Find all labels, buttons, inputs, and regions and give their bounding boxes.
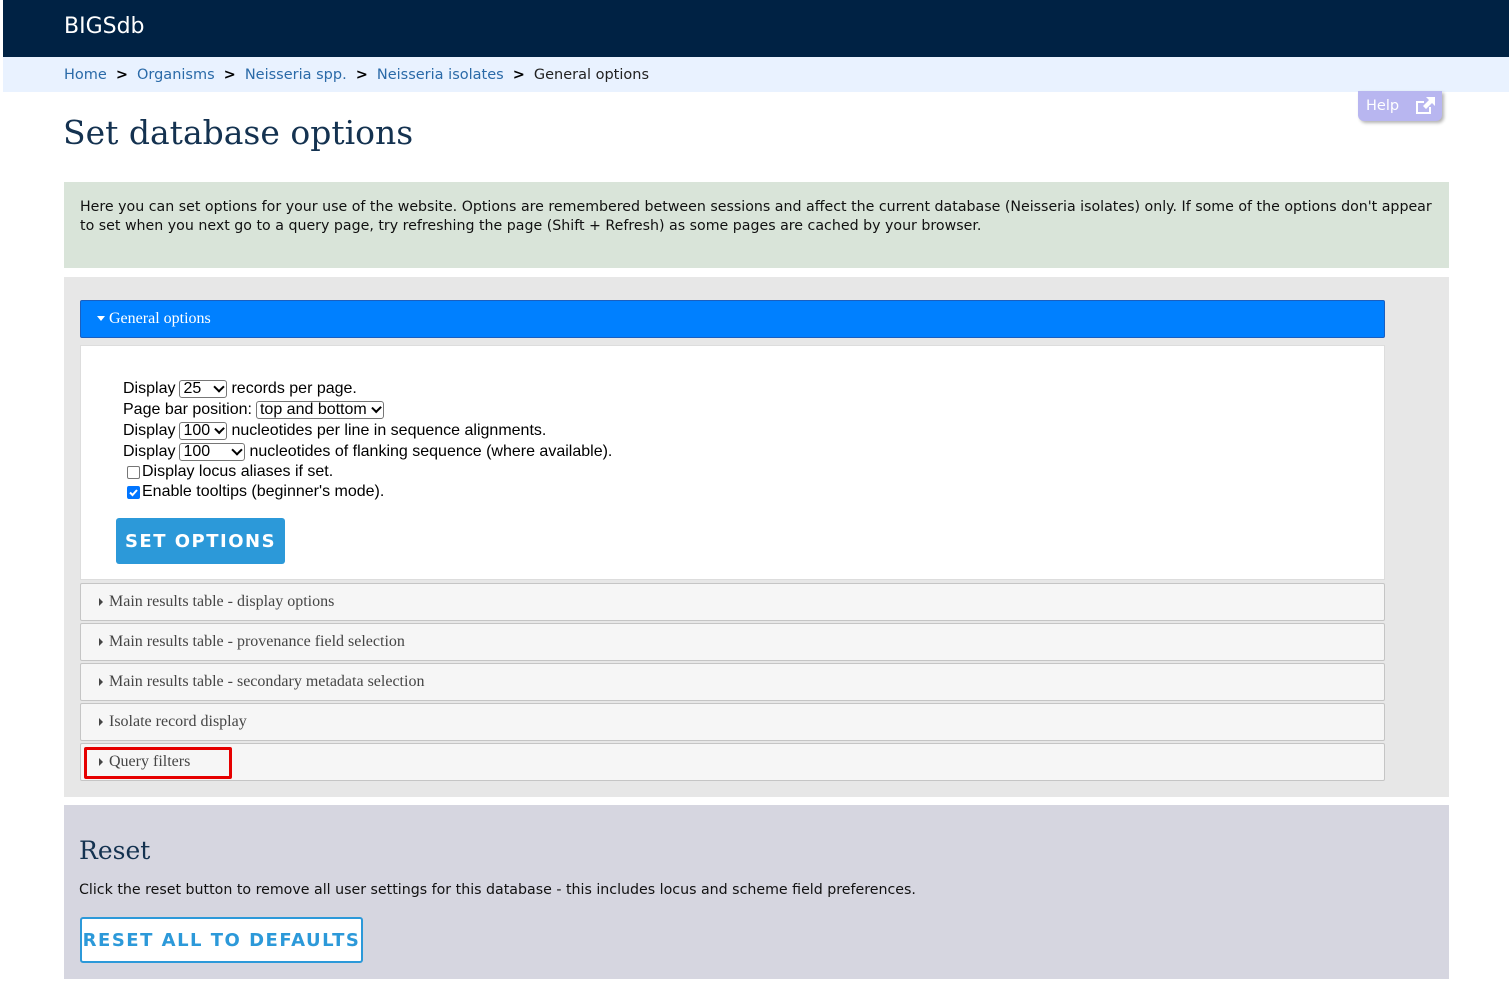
accordion-label: Main results table - secondary metadata selection [109,673,425,690]
records-per-page-select[interactable]: 25 [179,380,227,398]
breadcrumb-bar [3,57,1509,92]
accordion-isolate-record-display[interactable] [80,703,1385,741]
set-options-button[interactable]: SET OPTIONS [116,518,285,564]
breadcrumb-separator: > [223,66,236,83]
highlight-box [84,747,232,779]
general-options-form [123,378,612,502]
top-navbar [3,0,1509,57]
chevron-down-icon [214,423,225,434]
accordion-label: Isolate record display [109,713,247,730]
nucleotides-row [123,420,612,441]
page-title: Set database options [63,113,414,152]
accordion-display-options[interactable] [80,583,1385,621]
breadcrumb-separator: > [355,66,368,83]
display-label: Display [123,442,176,460]
aliases-label: Display locus aliases if set. [142,463,334,480]
breadcrumb-separator: > [115,66,128,83]
brand-logo[interactable]: BIGSdb [64,14,145,39]
reset-description: Click the reset button to remove all user settings for this database - this includes locus and scheme field preferences. [79,882,916,898]
flanking-sequence-select[interactable]: 100 [179,443,245,461]
breadcrumb-separator: > [512,66,525,83]
intro-text: Here you can set options for your use of the website. Options are remembered between sessions and affect the current database (Neisseria isolates) only. If some of the options don't appear to set when you next go to a query page, try refreshing the page (Shift + Refresh) as some pages are cached by your browser. [80,199,1432,234]
pagebar-row [123,399,612,420]
nucleotides-suffix: nucleotides per line in sequence alignments. [231,421,547,439]
chevron-down-icon [214,381,225,392]
records-suffix: records per page. [231,379,357,397]
accordion-label: Query filters [109,753,191,770]
caret-right-icon [99,598,103,606]
chevron-down-icon [371,402,382,413]
accordion-general-options[interactable] [80,300,1385,338]
breadcrumb-current: General options [533,66,650,83]
records-row [123,378,612,399]
breadcrumb-organisms[interactable]: Organisms [136,66,215,83]
intro-box [64,182,1449,268]
pagebar-position-select[interactable]: top and bottom [256,401,384,419]
help-button[interactable] [1358,91,1442,121]
pagebar-label: Page bar position: [123,400,252,418]
accordion-label: General options [109,310,211,327]
accordion-query-filters[interactable] [80,743,1385,781]
accordion-label: Main results table - provenance field selection [109,633,405,650]
tooltips-label: Enable tooltips (beginner's mode). [142,483,385,500]
check-icon [128,487,139,498]
flanking-suffix: nucleotides of flanking sequence (where available). [249,442,613,460]
accordion-provenance-fields[interactable] [80,623,1385,661]
tooltips-checkbox[interactable] [127,486,140,499]
help-label: Help [1366,98,1400,114]
display-label: Display [123,379,176,397]
tooltips-row [123,482,612,502]
breadcrumb-home[interactable]: Home [64,66,107,83]
reset-all-button[interactable]: RESET ALL TO DEFAULTS [80,917,363,963]
accordion-label: Main results table - display options [109,593,335,610]
locus-aliases-checkbox[interactable] [127,466,140,479]
external-link-icon [1413,96,1437,116]
nucleotides-per-line-select[interactable]: 100 [179,422,227,440]
aliases-row [123,462,612,482]
caret-right-icon [99,638,103,646]
caret-right-icon [99,718,103,726]
reset-title: Reset [79,836,151,865]
flanking-row [123,441,612,462]
breadcrumb-neisseria-spp[interactable]: Neisseria spp. [244,66,347,83]
caret-down-icon [97,316,105,321]
chevron-down-icon [232,444,243,455]
accordion-secondary-metadata[interactable] [80,663,1385,701]
caret-right-icon [99,678,103,686]
breadcrumb [64,57,649,92]
display-label: Display [123,421,176,439]
breadcrumb-neisseria-isolates[interactable]: Neisseria isolates [376,66,504,83]
